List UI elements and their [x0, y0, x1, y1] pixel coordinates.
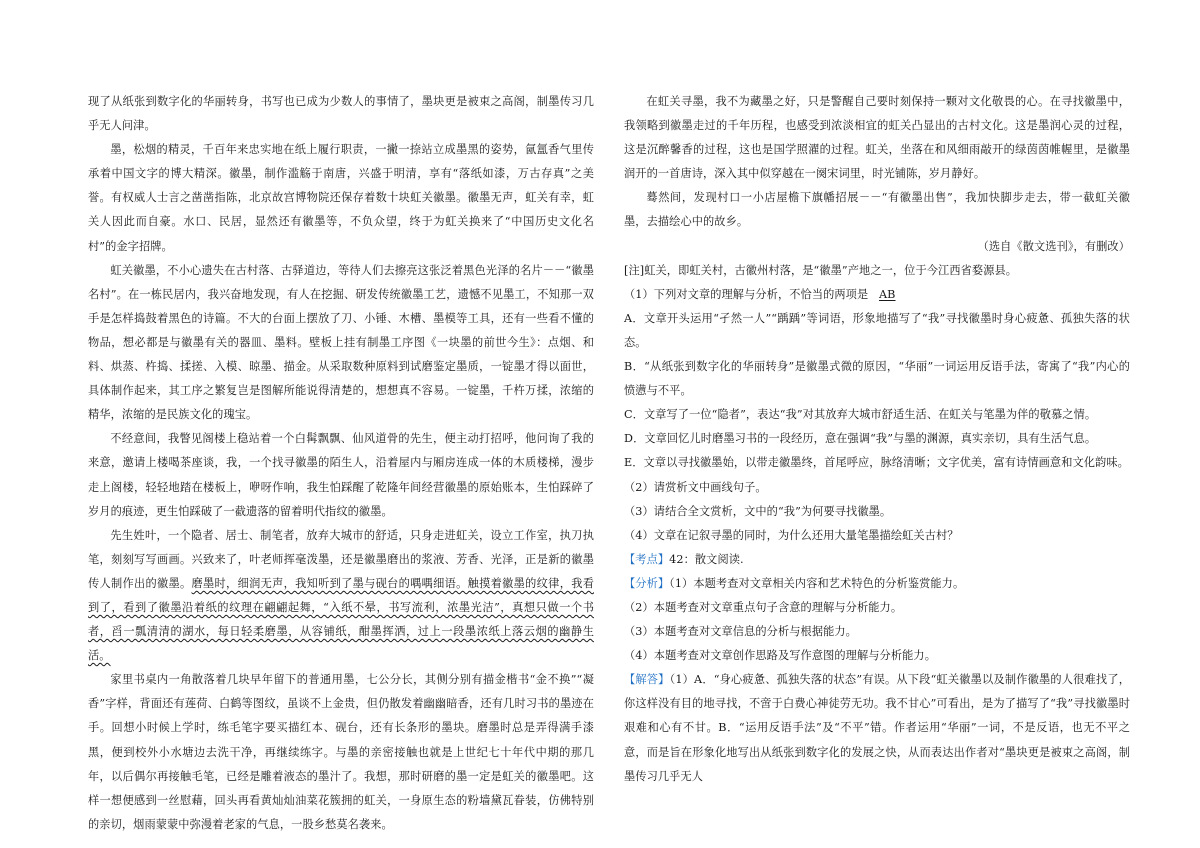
- paragraph: 在虹关寻墨，我不为藏墨之好，只是警醒自己要时刻保持一颗对文化敬畏的心。在寻找徽墨中，我领略到徽墨走过的千年历程，也感受到浓淡相宜的虹关凸显出的古村文化。这是墨润心灵的过程，这是沉醉馨香的过程，这也是国学照濯的过程。虹关，坐落在和风细雨敲开的绿茵茵帷幄里，是徽墨润开的一首唐诗，深入其中似穿越在一阕宋词里，时光铺陈，岁月静好。: [624, 95, 1130, 181]
- option-b: B．“从纸张到数字化的华丽转身”是徽墨式微的原因，“华丽”一词运用反语手法，寄寓了“我”内心的愤懑与不平。: [624, 360, 1130, 398]
- jieda-text: （1）A．“身心疲惫、孤独失落的状态”有误。从下段“虹关徽墨以及制作徽墨的人很难找了，你这样没有目的地寻找，不啻于白费心神徒劳无功。我不甘心”可看出，是为了描写了“我”寻找徽墨时艰难和心有不甘。B．“运用反语手法”及“不平”错。作者运用“华丽”一词，不是反语，也无不平之意，而是旨在形象化地写出从纸张到数字化的发展之快，从而表达出作者对“墨块更是被束之高阁，制墨传习几乎无人: [624, 673, 1130, 783]
- kaodian-text: 42：散文阅读.: [669, 552, 744, 566]
- option-c: C．文章写了一位“隐者”，表达“我”对其放弃大城市舒适生活、在虹关与笔墨为伴的敬慕之情。: [624, 408, 1097, 422]
- footnote: [注]虹关，即虹关村，古徽州村落，是“徽墨”产地之一，位于今江西省婺源县。: [624, 263, 1018, 277]
- right-column: [624, 90, 1130, 789]
- paragraph: 不经意间，我瞥见阁楼上稳站着一个白髯飘飘、仙风道骨的先生，便主动打招呼，他问询了我的来意，邀请上楼喝茶座谈，我，一个找寻徽墨的陌生人，沿着屋内与厢房连成一体的木质楼梯，漫步走上阁楼，轻轻地踏在楼板上，咿呀作响，我生怕踩醒了乾隆年间经营徽墨的原始账本，生怕踩碎了岁月的痕迹，更生怕踩破了一截遗落的留着明代指纹的徽墨。: [88, 432, 594, 518]
- question-2: （2）请赏析文中画线句子。: [624, 480, 767, 494]
- fenxi-item: （2）本题考查对文章重点句子含意的理解与分析能力。: [624, 600, 903, 614]
- paragraph: 蓦然间，发现村口一小店屋檐下旗幡招展－－“有徽墨出售”，我加快脚步走去，带一截虹关徽墨，去描绘心中的故乡。: [624, 191, 1130, 229]
- paragraph: 墨，松烟的精灵，千百年来忠实地在纸上履行职责，一撇一捺站立成墨黑的姿势，氤氲香气里传承着中国文字的博大精深。徽墨，制作滥觞于南唐，兴盛于明清，享有“落纸如漆，万古存真”之美誉。有权威人士言之凿凿指陈，北京故宫博物院还保存着数十块虹关徽墨。徽墨无声，虹关有幸，虹关人因此而自豪。水口、民居，显然还有徽墨等，不负众望，终于为虹关换来了“中国历史文化名村”的金字招牌。: [88, 143, 594, 253]
- jieda-tag: 【解答】: [624, 673, 670, 687]
- question-1: [624, 283, 1130, 307]
- paragraph-with-underline: [88, 524, 594, 669]
- answer-blank: AB: [879, 287, 896, 301]
- fenxi-item: （3）本题考查对文章信息的分析与根据能力。: [624, 625, 857, 639]
- fenxi-text: （1）本题考查对文章相关内容和艺术特色的分析鉴赏能力。: [669, 576, 965, 590]
- paragraph: 现了从纸张到数字化的华丽转身，书写也已成为少数人的事情了，墨块更是被束之高阁，制墨传习几乎无人问津。: [88, 95, 594, 133]
- left-column: [88, 90, 594, 837]
- paragraph: 家里书桌内一角散落着几块早年留下的普通用墨，七公分长，其侧分别有描金楷书“金不换”“凝香”字样，背面还有莲荷、白鹤等图纹，虽谈不上金贵，但仍散发着幽幽暗香，还有几时习书的墨迹在手。回想小时候上学时，练毛笔字要买描红本、砚台，还有长条形的墨块。磨墨时总是弄得满手漆黑，便到校外小水塘边去洗干净，再继续练字。与墨的亲密接触也就是上世纪七十年代中期的那几年，以后偶尔再接触毛笔，已经是雕着液态的墨汁了。我想，那时研磨的墨一定是虹关的徽墨吧。这样一想便感到一丝慰藉，回头再看黄灿灿油菜花簇拥的虹关，一身原生态的粉墙黛瓦眷装，仿佛特别的亲切，烟雨蒙蒙中弥漫着老家的气息，一股乡愁莫名袭来。: [88, 673, 594, 831]
- kaodian-tag: 【考点】: [624, 552, 670, 566]
- fenxi-item: （4）本题考查对文章创作思路及写作意图的理解与分析能力。: [624, 649, 936, 663]
- paragraph: 虹关徽墨，不小心遗失在古村落、古驿道边，等待人们去擦亮这张泛着黑色光泽的名片－－“徽墨名村”。在一栋民居内，我兴奋地发现，有人在挖掘、研发传统徽墨工艺，遗憾不见墨工，不知那一双手是怎样捣鼓着黑色的诗篇。不大的台面上摆放了刀、小锤、木槽、墨模等工具，还有一些看不懂的物品，想必都是与徽墨有关的器皿、墨料。壁板上挂有制墨工序图《一块墨的前世今生》：点烟、和料、烘蒸、杵捣、揉搓、入模、晾墨、描金。从采取数种原料到试磨鉴定墨质，一锭墨才得以面世，具体制作起来，其工序之繁复岂是图解所能说得清楚的，想想真不容易。一锭墨，千杵万揉，浓缩的精华，浓缩的是民族文化的瑰宝。: [88, 263, 594, 422]
- jieda-line: [624, 668, 1130, 788]
- question-4: （4）文章在记叙寻墨的同时，为什么还用大量笔墨描绘虹关古村？: [624, 528, 959, 542]
- option-e: E．文章以寻找徽墨始，以带走徽墨终，首尾呼应，脉络清晰；文字优美，富有诗情画意和文化韵味。: [624, 456, 1129, 470]
- question-3: （3）请结合全文赏析，文中的“我”为何要寻找徽墨。: [624, 504, 892, 518]
- fenxi-tag: 【分析】: [624, 576, 670, 590]
- option-a: A．文章开头运用“孑然一人”“踽踽”等词语，形象地描写了“我”寻找徽墨时身心疲惫、孤独失落的状态。: [624, 311, 1130, 349]
- kaodian-line: [624, 548, 1130, 572]
- paragraph-text: 先生姓叶，一个隐者、居士、制笔者，放弃大城市的舒适，只身走进虹关，设立工作室，执刀执笔，刻刻写写画画。兴致来了，叶老师挥毫泼墨，还是徽墨磨出的浆液、芳香、光泽，正是新的徽墨传人制作出的徽墨。: [88, 528, 594, 590]
- underlined-sentence: 磨墨时，细润无声，我知听到了墨与砚台的喁喁细语。触摸着徽墨的纹律，我看到了，看到了徽墨沿着纸的纹理在翩翩起舞，“入纸不晕，书写流利，浓墨光洁”，真想只做一个书者，舀一瓢清清的湖水，每日轻柔磨墨，从容铺纸，酣墨挥洒，过上一段墨浓纸上落云烟的幽静生活。: [88, 576, 594, 663]
- fenxi-line: [624, 572, 1130, 596]
- option-d: D．文章回忆儿时磨墨习书的一段经历，意在强调“我”与墨的渊源，真实亲切，具有生活气息。: [624, 432, 1097, 446]
- source-citation: （选自《散文选刊》，有删改）: [977, 239, 1130, 253]
- question-text: （1）下列对文章的理解与分析，不恰当的两项是: [624, 287, 869, 301]
